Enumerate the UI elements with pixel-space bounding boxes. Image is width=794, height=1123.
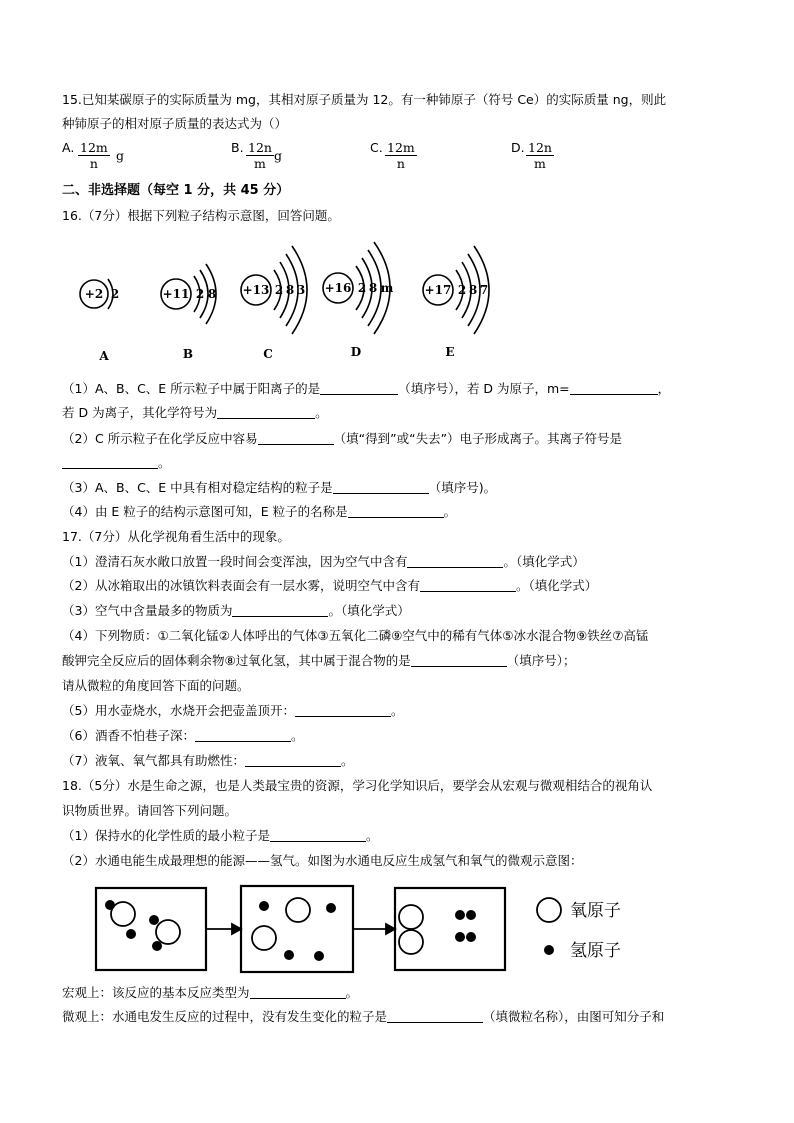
hydrogen-atom [314, 951, 324, 961]
fraction-numerator: 12m [80, 140, 108, 155]
oxygen-atom [252, 926, 276, 950]
option-fraction [526, 140, 554, 171]
electron-count: 8 [368, 281, 378, 295]
question-text: （1）保持水的化学性质的最小粒子是 [62, 828, 270, 843]
question-text: 。 [345, 985, 359, 1000]
oxygen-atom [286, 898, 310, 922]
legend-oxygen-label: 氧原子 [570, 901, 621, 921]
answer-blank[interactable] [295, 704, 391, 717]
question-text: 。 [158, 455, 171, 470]
q17-part-4: （4）下列物质：①二氧化锰②人体呼出的气体③五氧化二磷⑨空气中的稀有气体⑤冰水混合物⑨铁丝⑦高锰 [62, 628, 649, 643]
q17-part-5 [62, 703, 403, 719]
oxygen-atom [399, 905, 423, 929]
option-fraction [385, 140, 417, 171]
q18-intro-1: 18.（5分）水是生命之源，也是人类最宝贵的资源，学习化学知识后，要学会从宏观与微观相结合的视角认 [62, 778, 653, 793]
legend-hydrogen-icon [544, 945, 554, 955]
fraction-denominator: m [254, 156, 266, 171]
electrolysis-micro-diagram [94, 884, 654, 976]
electron-count: 8 [468, 283, 478, 297]
answer-blank[interactable] [411, 654, 507, 667]
question-text: （3）空气中含量最多的物质为 [62, 603, 233, 618]
answer-blank[interactable] [333, 481, 429, 494]
electron-count: 3 [296, 283, 306, 297]
question-text: 微观上：水通电发生反应的过程中，没有发生变化的粒子是 [62, 1009, 388, 1024]
arrow-head [386, 924, 395, 934]
q17-part-6 [62, 728, 303, 744]
option-unit: g [116, 148, 125, 163]
question-text: （填微粒名称），由图可知分子和 [483, 1009, 665, 1024]
hydrogen-atom [455, 910, 465, 920]
electron-count: 7 [479, 283, 489, 297]
question-text: （填“得到”或“失去”）电子形成离子。其离子符号是 [333, 431, 623, 446]
q17-part-1 [62, 554, 585, 570]
answer-blank[interactable] [62, 456, 158, 469]
fraction-numerator: 12m [387, 140, 415, 155]
q16-intro: 16.（7分）根据下列粒子结构示意图，回答问题。 [62, 208, 340, 223]
electron-count: 2 [110, 287, 120, 301]
question-text: （3）A、B、C、E 中具有相对稳定结构的粒子是 [62, 480, 333, 495]
fraction-denominator: n [89, 156, 98, 171]
answer-blank[interactable] [420, 579, 516, 592]
q17-instruction: 请从微粒的角度回答下面的问题。 [62, 678, 250, 693]
question-text: （1）澄清石灰水敞口放置一段时间会变浑浊，因为空气中含有 [62, 554, 408, 569]
electron-count: 8 [285, 283, 295, 297]
q17-part-2 [62, 578, 597, 594]
answer-blank[interactable] [232, 604, 328, 617]
answer-blank[interactable] [245, 754, 341, 767]
q16-part-4 [62, 504, 456, 520]
option-label: C. [370, 140, 383, 155]
question-text: 酸钾完全反应后的固体剩余物⑧过氧化氢，其中属于混合物的是 [62, 653, 411, 668]
q16-part-1 [62, 381, 670, 397]
answer-blank[interactable] [270, 829, 366, 842]
q16-part-2-cont [62, 455, 171, 471]
q18-part-2: （2）水通电能生成最理想的能源——氢气。如图为水通电反应生成氢气和氧气的微观示意图： [62, 853, 583, 868]
question-text: 若 D 为离子，其化学符号为 [62, 405, 218, 420]
electron-count: 2 [274, 283, 284, 297]
question-text: （1）A、B、C、E 所示粒子中属于阳离子的是 [62, 381, 321, 396]
hydrogen-atom [126, 929, 136, 939]
fraction-numerator: 12n [248, 140, 272, 155]
question-text: ， [657, 381, 671, 396]
answer-blank[interactable] [348, 505, 444, 518]
electron-count: 2 [357, 281, 367, 295]
answer-blank[interactable] [570, 382, 658, 395]
option-label: A. [62, 140, 75, 155]
question-text: 宏观上：该反应的基本反应类型为 [62, 985, 250, 1000]
question-text: （填序号），若 D 为原子，m= [398, 381, 570, 396]
q17-part-4-cont [62, 653, 575, 669]
q17-part-7 [62, 753, 353, 769]
question-text: 。 [390, 703, 404, 718]
particle-letter: D [350, 345, 362, 359]
answer-blank[interactable] [407, 555, 503, 568]
hydrogen-atom [466, 932, 476, 942]
option-fraction [78, 140, 110, 171]
hydrogen-atom [149, 915, 159, 925]
oxygen-atom [399, 930, 423, 954]
question-text: （填序号)。 [428, 480, 497, 495]
question-text: 。（填化学式） [515, 578, 598, 593]
question-text: （6）酒香不怕巷子深： [62, 728, 195, 743]
answer-blank[interactable] [258, 432, 334, 445]
particle-letter: B [182, 347, 194, 361]
hydrogen-atom [152, 941, 162, 951]
answer-blank[interactable] [250, 986, 346, 999]
option-label: D. [511, 140, 525, 155]
answer-blank[interactable] [387, 1010, 483, 1023]
q16-part-2 [62, 431, 622, 447]
question-text: （2）从冰箱取出的冰镇饮料表面会有一层水雾，说明空气中含有 [62, 578, 420, 593]
fraction-numerator: 12n [528, 140, 552, 155]
particle-letter: C [263, 347, 273, 361]
hydrogen-atom [466, 910, 476, 920]
particle-letter: A [99, 349, 109, 363]
hydrogen-atom [259, 901, 269, 911]
q18-micro [62, 1009, 664, 1025]
legend-oxygen-icon [537, 898, 561, 922]
hydrogen-atom [105, 900, 115, 910]
q16-part-1-cont [62, 405, 328, 421]
option-unit: g [274, 148, 283, 163]
question-text: 。 [290, 728, 304, 743]
hydrogen-atom [455, 932, 465, 942]
q18-intro-2: 识物质世界。请回答下列问题。 [62, 803, 238, 818]
fraction-denominator: m [534, 156, 546, 171]
q17-part-3 [62, 603, 410, 619]
question-text: 。 [443, 504, 457, 519]
nucleus-charge: +17 [424, 283, 452, 297]
question-text: 。（填化学式） [328, 603, 410, 618]
question-text: （5）用水壶烧水，水烧开会把壶盖顶开： [62, 703, 295, 718]
option-fraction [246, 140, 274, 171]
nucleus-charge: +16 [324, 281, 352, 295]
electron-count: 2 [195, 287, 205, 301]
answer-blank[interactable] [320, 382, 398, 395]
fraction-denominator: n [396, 156, 405, 171]
legend-hydrogen-label: 氢原子 [570, 941, 621, 961]
q17-intro: 17.（7分）从化学视角看生活中的现象。 [62, 529, 290, 544]
q15-line-1: 15.已知某碳原子的实际质量为 mg，其相对原子质量为 12。有一种铈原子（符号 Ce）的实际质量 ng，则此 [62, 92, 667, 107]
question-text: 。（填化学式） [503, 554, 585, 569]
nucleus-charge: +11 [162, 287, 190, 301]
question-text: 。 [340, 753, 354, 768]
electron-count: 2 [457, 283, 467, 297]
answer-blank[interactable] [217, 406, 315, 419]
question-text: 。 [365, 828, 379, 843]
answer-blank[interactable] [195, 729, 291, 742]
box-water-molecules [96, 888, 206, 970]
section-heading: 二、非选择题（每空 1 分，共 45 分） [62, 183, 290, 198]
nucleus-charge: +2 [84, 287, 104, 301]
nucleus-charge: +13 [242, 283, 270, 297]
question-text: （4）由 E 粒子的结构示意图可知，E 粒子的名称是 [62, 504, 348, 519]
option-label: B. [231, 140, 244, 155]
oxygen-atom [156, 920, 180, 944]
q18-part-1 [62, 828, 378, 844]
particle-letter: E [445, 345, 455, 359]
electron-count: 8 [207, 287, 217, 301]
question-text: （填序号）； [506, 653, 576, 668]
question-text: （7）液氧、氧气都具有助燃性： [62, 753, 245, 768]
q16-part-3 [62, 480, 496, 496]
atomic-structure-diagrams [62, 232, 522, 368]
hydrogen-atom [326, 903, 336, 913]
q18-macro [62, 985, 358, 1001]
electron-count: m [380, 281, 394, 295]
question-text: （2）C 所示粒子在化学反应中容易 [62, 431, 258, 446]
q15-line-2: 种铈原子的相对原子质量的表达式为（） [62, 116, 288, 131]
question-text: 。 [315, 405, 328, 420]
arrow-head [232, 924, 241, 934]
hydrogen-atom [284, 950, 294, 960]
